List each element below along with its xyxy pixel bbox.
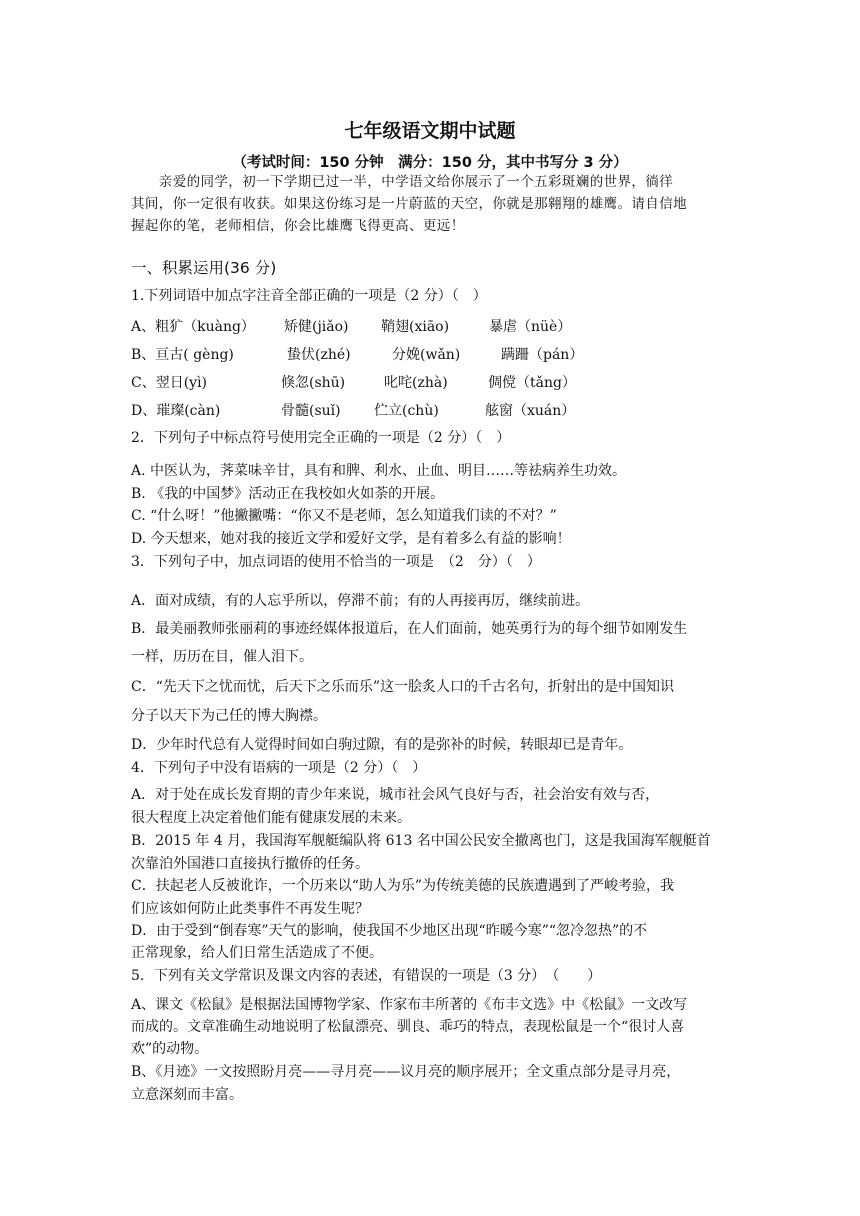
q1-option-d-2: 骨髓(suǐ) [281, 403, 341, 419]
q1-option-c-2: 倏忽(shū) [281, 375, 346, 391]
exam-subtitle: （考试时间：150 分钟 满分：150 分，其中书写分 3 分） [232, 155, 628, 171]
q1-option-b-4: 蹒跚（pán） [501, 347, 584, 363]
q1-option-b-1: B、亘古( gèng) [131, 347, 234, 363]
q3-line: D．少年时代总有人觉得时间如白驹过隙，有的是弥补的时候，转眼却已是青年。 [131, 737, 633, 753]
q4-line: 很大程度上决定着他们能有健康发展的未来。 [131, 810, 411, 826]
exam-title: 七年级语文期中试题 [344, 120, 516, 142]
q2-option: D. 今天想来，她对我的接近文学和爱好文学，是有着多么有益的影响！ [131, 531, 571, 547]
q4-line: 次靠泊外国港口直接执行撤侨的任务。 [131, 856, 369, 872]
q1-option-d-4: 舷窗（xuán） [485, 403, 576, 419]
q3-line: 分子以天下为己任的博大胸襟。 [131, 708, 327, 724]
question-1-stem: 1.下列词语中加点字注音全部正确的一项是（2 分）（ ） [131, 288, 487, 304]
q5-line: A、课文《松鼠》是根据法国博物学家、作家布丰所著的《布丰文选》中《松鼠》一文改写 [131, 997, 688, 1013]
q3-line: C．“先天下之忧而忧，后天下之乐而乐”这一脍炙人口的千古名句，折射出的是中国知识 [131, 679, 675, 695]
q1-option-a-3: 鞘翅(xiāo) [381, 319, 450, 335]
q1-option-c-4: 倜傥（tǎng） [488, 375, 576, 391]
q1-option-a-1: A、粗犷（kuàng） [131, 319, 255, 335]
q5-line: 而成的。文章准确生动地说明了松鼠漂亮、驯良、乖巧的特点，表现松鼠是一个“很讨人喜 [131, 1019, 685, 1035]
question-4-stem: 4．下列句子中没有语病的一项是（2 分）（ ） [131, 760, 427, 776]
q1-option-d-1: D、璀璨(càn) [131, 403, 221, 419]
q4-line: A．对于处在成长发育期的青少年来说，城市社会风气良好与否，社会治安有效与否， [131, 787, 660, 803]
q3-line: A．面对成绩，有的人忘乎所以，停滞不前；有的人再接再厉，继续前进。 [131, 593, 590, 609]
q1-option-b-2: 蛰伏(zhé) [287, 347, 351, 363]
q4-line: B．2015 年 4 月，我国海军舰艇编队将 613 名中国公民安全撤离也门，这是我国海军舰艇首 [131, 833, 711, 849]
q1-option-b-3: 分娩(wǎn) [392, 347, 461, 363]
q1-option-c-3: 叱咤(zhà) [384, 375, 448, 391]
q5-line: 立意深刻而丰富。 [131, 1087, 243, 1103]
question-2-stem: 2．下列句子中标点符号使用完全正确的一项是（2 分）（ ） [131, 430, 511, 446]
q4-line: D．由于受到“倒春寒”天气的影响，使我国不少地区出现“昨暖今寒”“忽冷忽热”的不 [131, 923, 648, 939]
question-5-stem: 5．下列有关文学常识及课文内容的表述，有错误的一项是（3 分） （ ） [131, 968, 602, 984]
q5-line: 欢”的动物。 [131, 1041, 209, 1057]
intro-line: 亲爱的同学，初一下学期已过一半，中学语文给你展示了一个五彩斑斓的世界，徜徉 [131, 174, 674, 190]
q3-line: B．最美丽教师张丽莉的事迹经媒体报道后，在人们面前，她英勇行为的每个细节如刚发生 [131, 621, 688, 637]
q3-line: 一样，历历在目，催人泪下。 [131, 649, 313, 665]
q4-line: C．扶起老人反被讹诈，一个历来以“助人为乐”为传统美德的民族遭遇到了严峻考验，我 [131, 878, 675, 894]
q2-option: A. 中医认为，荠菜味辛甘，具有和脾、利水、止血、明目……等祛病养生功效。 [131, 463, 627, 479]
q2-option: C. “什么呀！”他撇撇嘴：“你又不是老师，怎么知道我们读的不对？” [131, 508, 557, 524]
section-heading: 一、积累运用(36 分) [131, 259, 277, 277]
q1-option-c-1: C、翌日(yì) [131, 375, 208, 391]
intro-line: 握起你的笔，老师相信，你会比雄鹰飞得更高、更远！ [131, 218, 465, 234]
q1-option-a-2: 矫健(jiǎo) [284, 319, 349, 335]
q4-line: 们应该如何防止此类事件不再发生呢？ [131, 901, 369, 917]
q1-option-d-3: 伫立(chù) [374, 403, 439, 419]
q4-line: 正常现象，给人们日常生活造成了不便。 [131, 945, 383, 961]
q1-option-a-4: 暴虐（nüè） [489, 319, 572, 335]
intro-line: 其间，你一定很有收获。如果这份练习是一片蔚蓝的天空，你就是那翱翔的雄鹰。请自信地 [131, 196, 687, 212]
question-3-stem: 3．下列句子中，加点词语的使用不恰当的一项是 （2 分）（ ） [131, 554, 541, 570]
q5-line: B、《月迹》一文按照盼月亮——寻月亮——议月亮的顺序展开；全文重点部分是寻月亮， [131, 1064, 681, 1080]
q2-option: B. 《我的中国梦》活动正在我校如火如荼的开展。 [131, 486, 445, 502]
